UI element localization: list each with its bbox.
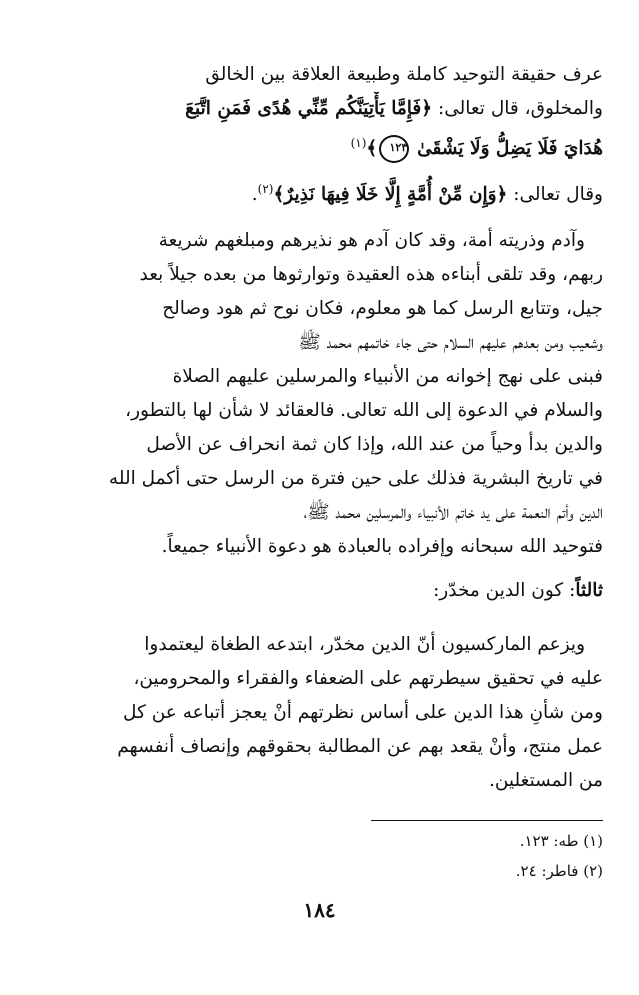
quran-verse: ﴿فَإِمَّا يَأْتِيَنَّكُم مِّنِّي هُدًى فَمَنِ اتَّبَعَ <box>185 98 433 119</box>
page-number: ١٨٤ <box>303 898 336 922</box>
text-line: وشعيب ومن بعدهم عليهم السلام حتى جاء خاتمهم محمد ﷺ <box>298 332 603 353</box>
heading-label: ثالثاً <box>575 580 603 601</box>
ayah-number-icon: ١٢٣ <box>379 135 409 163</box>
text-line: فبنى على نهج إخوانه من الأنبياء والمرسلين عليهم الصلاة <box>172 366 603 387</box>
text-line: ويزعم الماركسيون أنّ الدين مخدّر، ابتدعه الطغاة ليعتمدوا <box>144 634 585 655</box>
text-line: عليه في تحقيق سيطرتهم على الضعفاء والفقراء والمحرومين، <box>133 668 603 689</box>
text-line <box>36 126 603 166</box>
quran-bracket: ﴾ <box>366 138 378 160</box>
text-line: وآدم وذريته أمة، وقد كان آدم هو نذيرهم ومبلغهم شريعة <box>158 230 585 251</box>
paragraph-2 <box>36 628 603 798</box>
section-heading <box>36 574 603 608</box>
footnote: (٢) فاطر: ٢٤. <box>515 862 603 880</box>
text-line: ربهم، وقد تلقى أبناءه هذه العقيدة وتوارثوها من بعده جيلاً بعد <box>139 264 603 285</box>
footnote-divider <box>371 820 603 821</box>
text-line: من المستغلين. <box>488 770 603 791</box>
quran-verse: ﴿وَإِن مِّنْ أُمَّةٍ إِلَّا خَلَا فِيهَا نَذِيرٌ﴾ <box>273 184 508 206</box>
text-line: في تاريخ البشرية فذلك على حين فترة من الرسل حتى أكمل الله <box>108 468 603 489</box>
text-line: والسلام في الدعوة إلى الله تعالى. فالعقائد لا شأن لها بالتطور، <box>125 400 603 421</box>
text-line: عرف حقيقة التوحيد كاملة وطبيعة العلاقة بين الخالق <box>205 64 603 85</box>
intro-block <box>36 58 603 212</box>
paragraph-1 <box>36 224 603 564</box>
footnote-ref: (١) <box>350 136 367 150</box>
text-span: وقال تعالى: <box>507 184 603 206</box>
text-line: الدين وأتم النعمة على يد خاتم الأنبياء والمرسلين محمد ﷺ، <box>303 502 603 523</box>
text-line <box>36 172 603 212</box>
text-line: جيل، وتتابع الرسل كما هو معلوم، فكان نوح ثم هود وصالح <box>162 298 603 319</box>
text-span: . <box>251 184 258 206</box>
text-line <box>36 92 603 126</box>
footnote: (١) طه: ١٢٣. <box>519 832 603 850</box>
footnote-ref: (٢) <box>257 182 274 197</box>
heading-text: : كون الدين مخدّر: <box>433 580 576 601</box>
text-line: والدين بدأ وحياً من عند الله، وإذا كان ثمة انحراف عن الأصل <box>146 434 603 455</box>
text-line: عمل منتج، وأنْ يقعد بهم عن المطالبة بحقوقهم وإنصاف أنفسهم <box>117 736 603 757</box>
text-line: ومن شأنِ هذا الدين على أساس نظرتهم أنْ يعجز أتباعه عن كل <box>123 702 603 723</box>
text-span: والمخلوق، قال تعالى: <box>432 98 603 119</box>
quran-verse: هُدَايَ فَلَا يَضِلُّ وَلَا يَشْقَىٰ <box>417 138 603 160</box>
text-line: فتوحيد الله سبحانه وإفراده بالعبادة هو دعوة الأنبياء جميعاً. <box>161 536 603 557</box>
heading-line <box>36 574 603 608</box>
footnotes <box>36 826 603 886</box>
